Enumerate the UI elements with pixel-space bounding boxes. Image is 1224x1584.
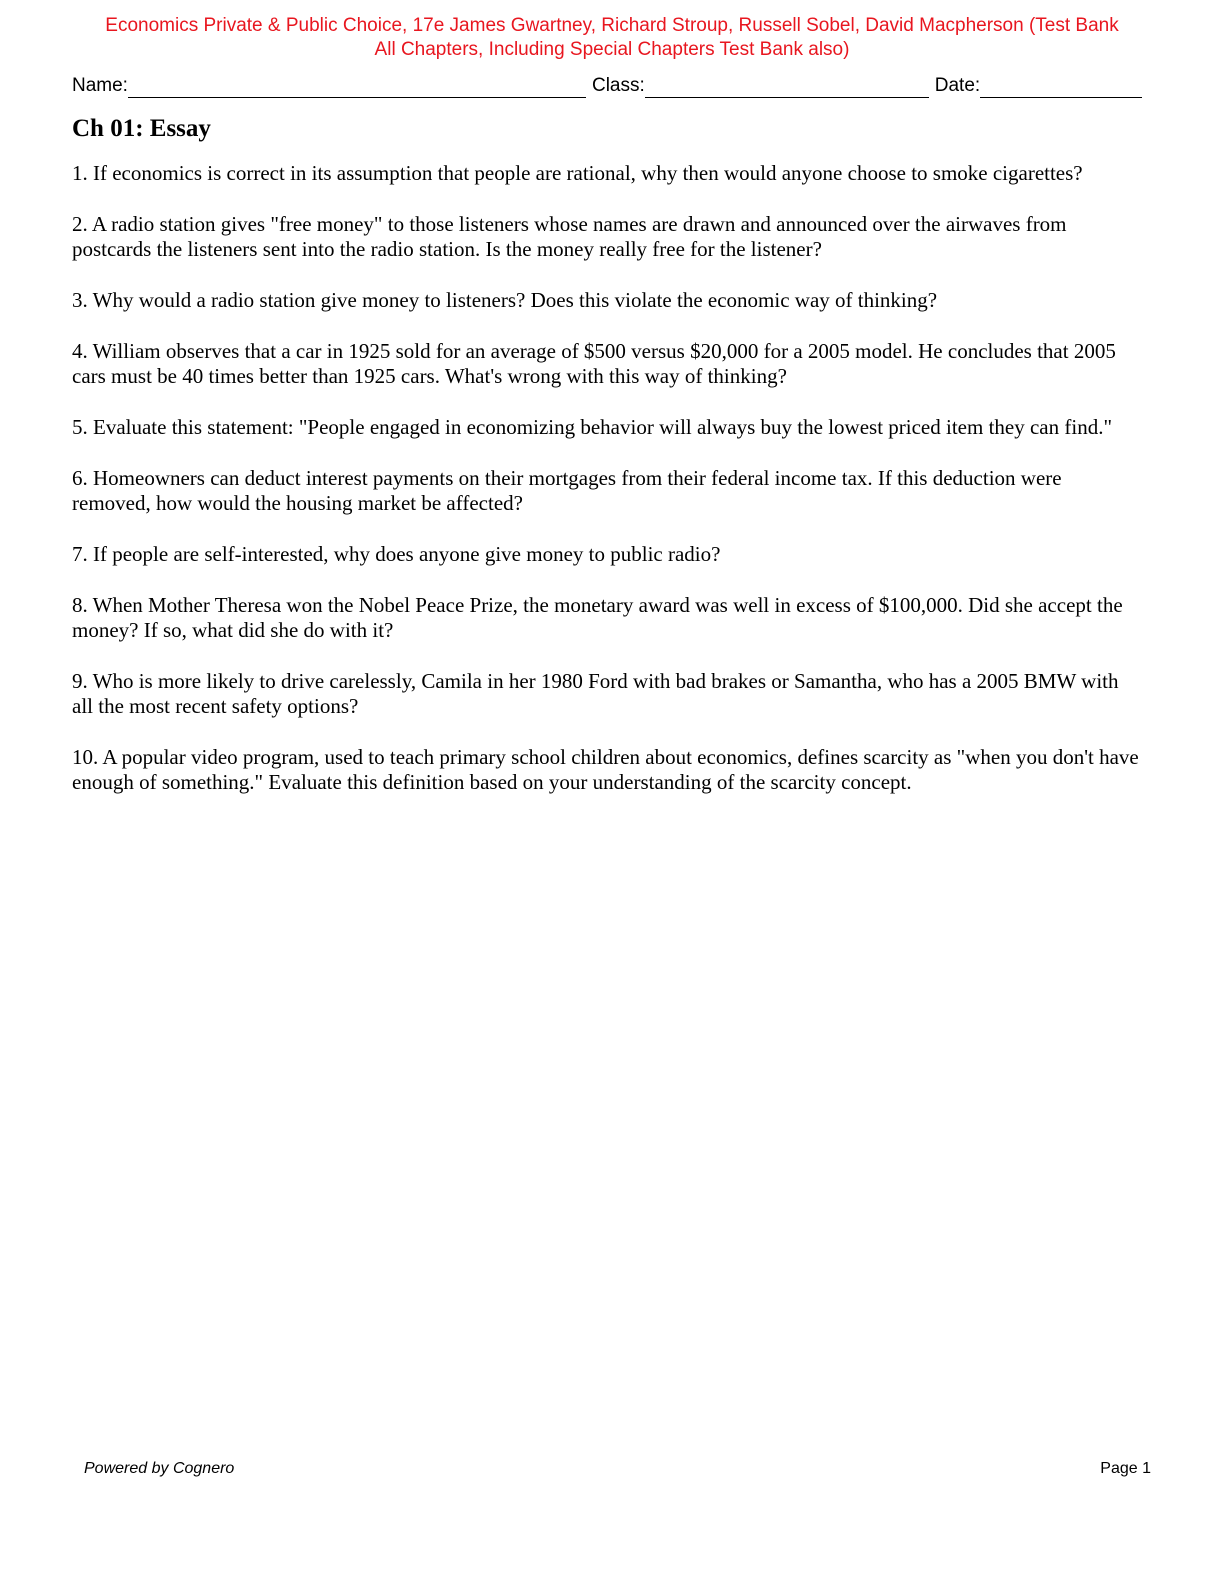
powered-by-footer: Powered by Cognero <box>84 1460 235 1477</box>
header-title-line-1: Economics Private & Public Choice, 17e James Gwartney, Richard Stroup, Russell Sobel, David Macpherson (Test Bank <box>105 15 1119 36</box>
question-item: 6. Homeowners can deduct interest payments on their mortgages from their federal income tax. If this deduction were removed, how would the housing market be affected? <box>72 466 1062 515</box>
student-info-row <box>72 72 1142 98</box>
date-label: Date: <box>934 75 981 96</box>
document-header <box>60 14 1164 62</box>
question-item: 7. If people are self-interested, why does anyone give money to public radio? <box>72 542 721 566</box>
question-item: 2. A radio station gives "free money" to those listeners whose names are drawn and announced over the airwaves from postcards the listeners sent into the radio station. Is the money really free for the listener? <box>72 212 1067 261</box>
name-label: Name: <box>72 75 128 96</box>
question-item: 1. If economics is correct in its assumption that people are rational, why then would anyone choose to smoke cigarettes? <box>72 161 1083 185</box>
header-title-line-2: All Chapters, Including Special Chapters Test Bank also) <box>374 39 850 60</box>
question-item: 10. A popular video program, used to teach primary school children about economics, defines scarcity as "when you don't have enough of something." Evaluate this definition based on your understanding of the scarcity concept. <box>72 745 1139 794</box>
question-item: 9. Who is more likely to drive carelessly, Camila in her 1980 Ford with bad brakes or Samantha, who has a 2005 BMW with all the most recent safety options? <box>72 669 1119 718</box>
question-list <box>72 161 1144 821</box>
class-field-line[interactable] <box>645 77 929 98</box>
question-item: 3. Why would a radio station give money to listeners? Does this violate the economic way of thinking? <box>72 288 938 312</box>
question-item: 4. William observes that a car in 1925 sold for an average of $500 versus $20,000 for a 2005 model. He concludes that 2005 cars must be 40 times better than 1925 cars. What's wrong with this way of thinking? <box>72 339 1116 388</box>
class-label: Class: <box>591 75 645 96</box>
name-field-line[interactable] <box>128 77 586 98</box>
section-title: Ch 01: Essay <box>72 115 211 142</box>
page-number: Page 1 <box>1100 1460 1151 1477</box>
question-item: 8. When Mother Theresa won the Nobel Peace Prize, the monetary award was well in excess of $100,000. Did she accept the money? If so, what did she do with it? <box>72 593 1123 642</box>
date-field-line[interactable] <box>980 77 1142 98</box>
question-item: 5. Evaluate this statement: "People engaged in economizing behavior will always buy the lowest priced item they can find." <box>72 415 1113 439</box>
